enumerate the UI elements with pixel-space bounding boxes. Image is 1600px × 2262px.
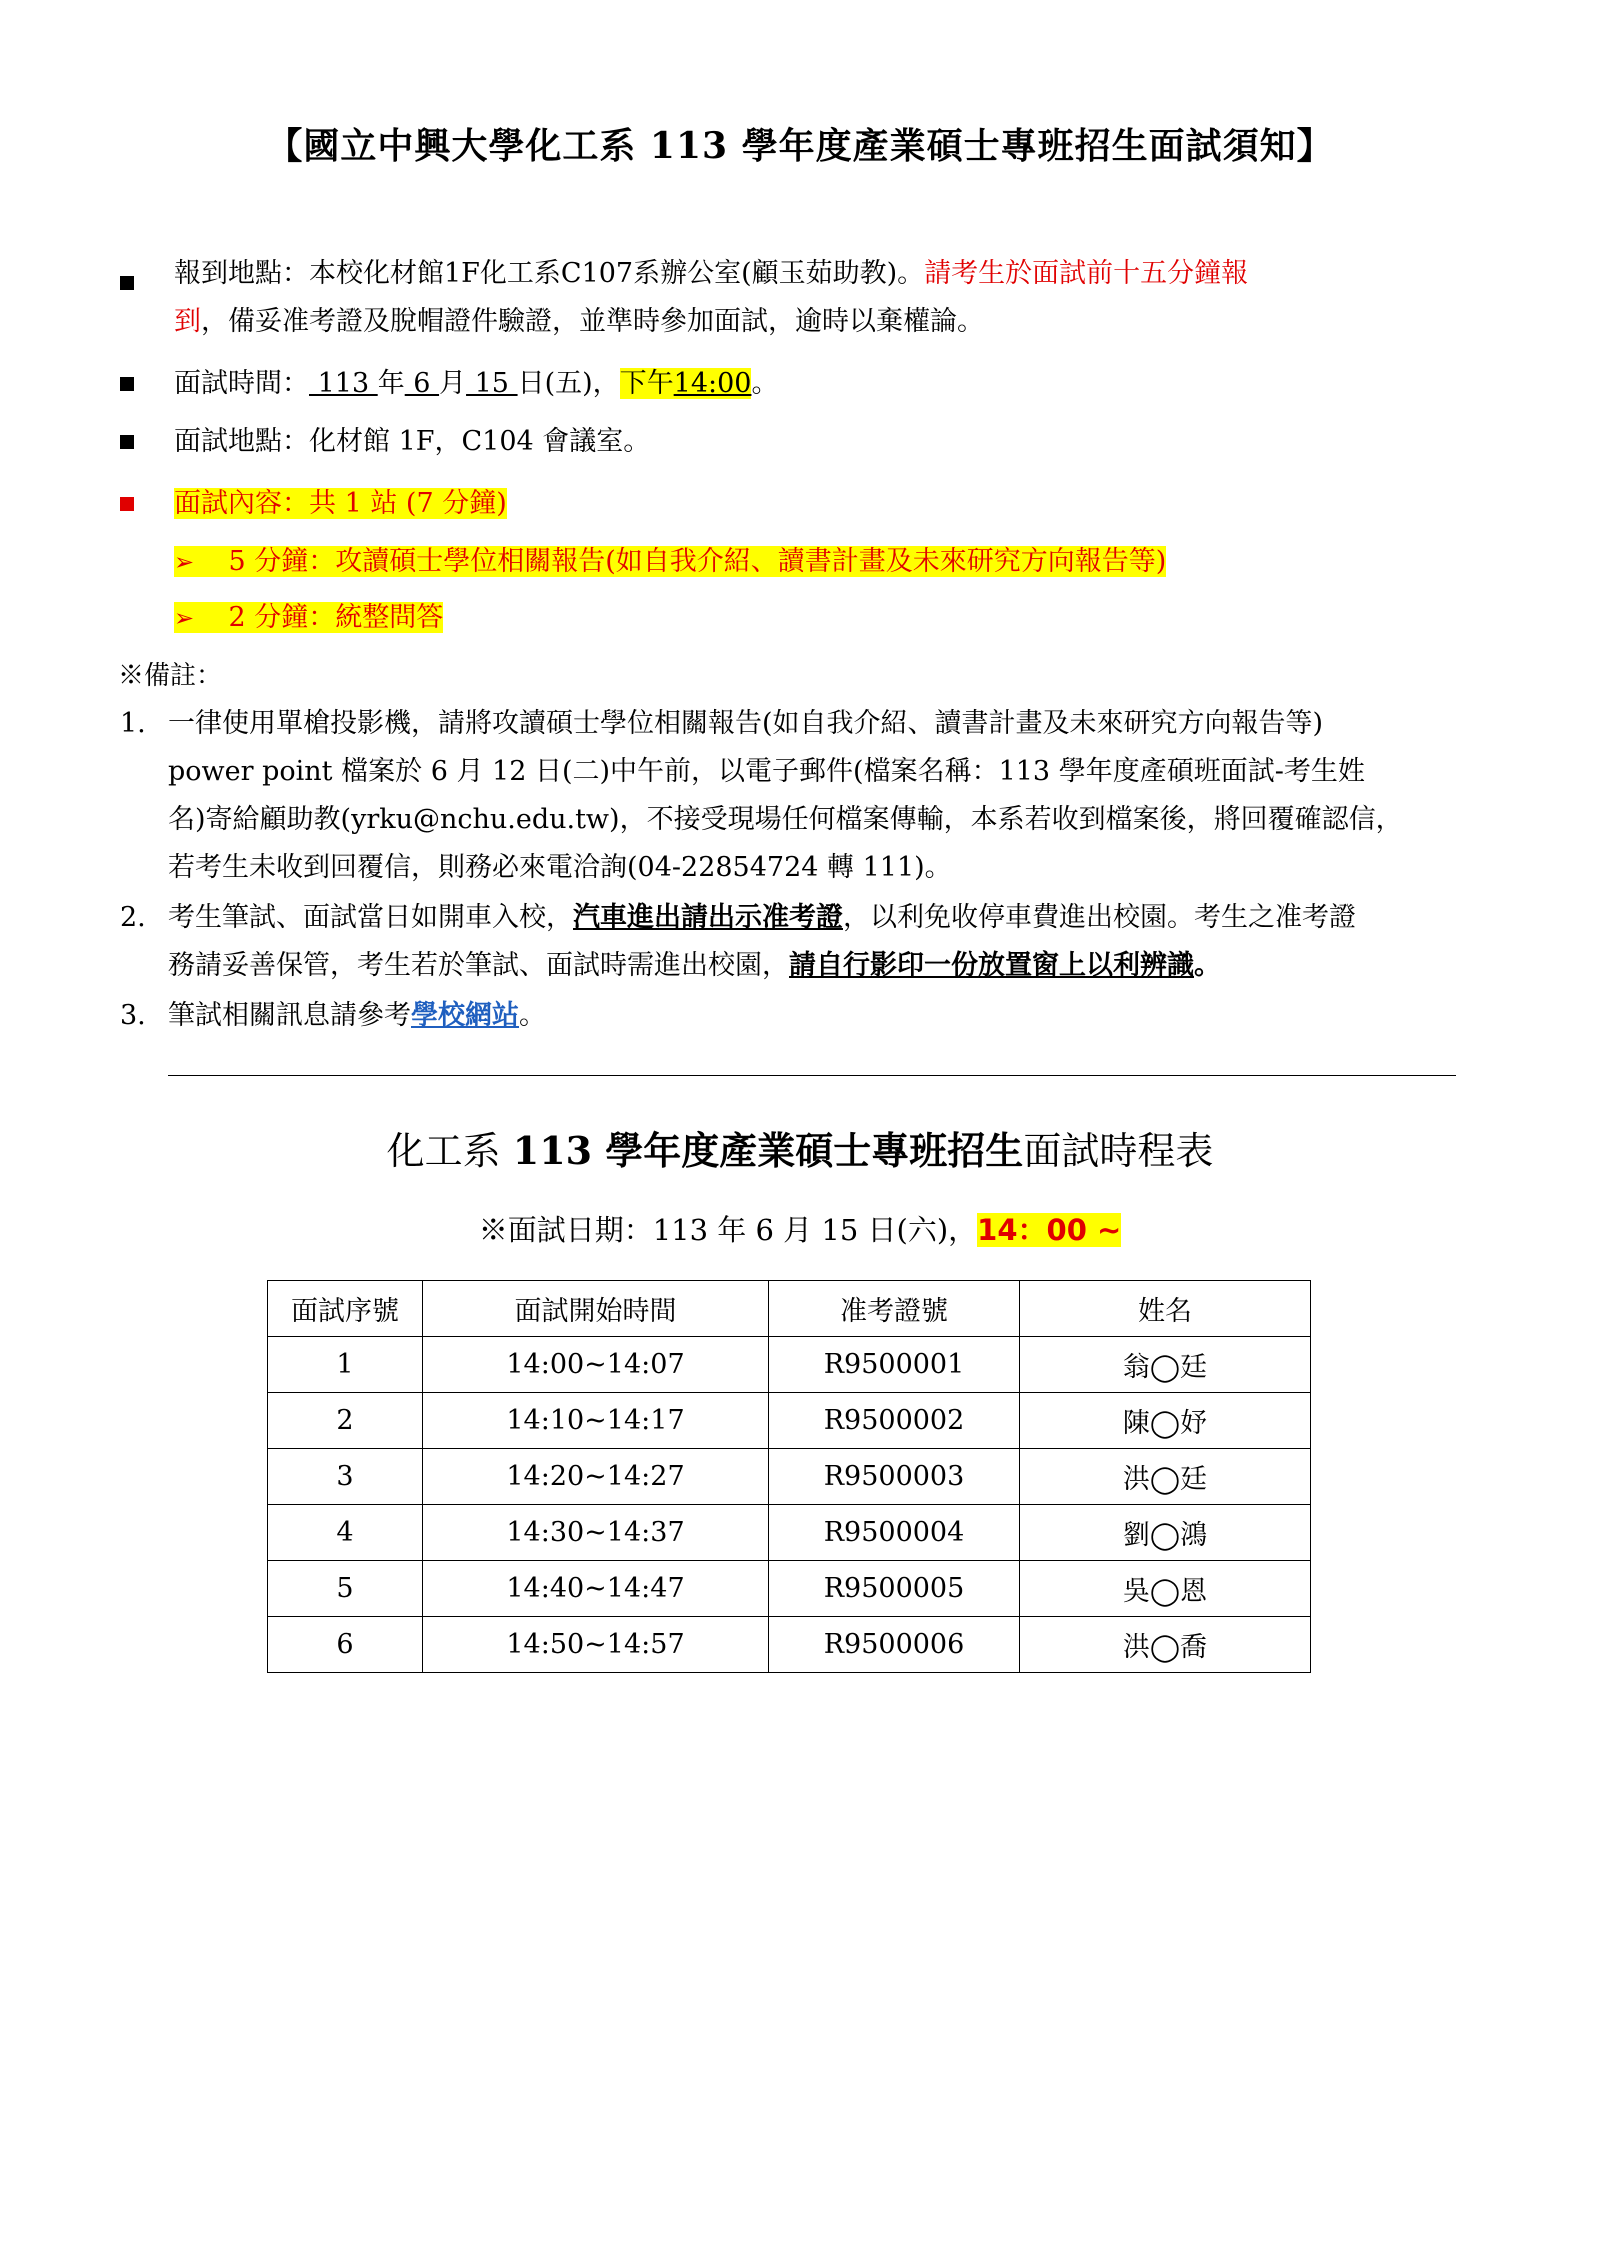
table-row [268,1337,1311,1393]
interview-content-sub-1 [174,538,1166,586]
cell-name: 陳◯妤 [1020,1393,1311,1449]
note-1-number: 1. [120,708,146,739]
arrow-icon: ➢ [174,548,195,576]
report-location-text-2: ，備妥准考證及脫帽證件驗證，並準時參加面試，逾時以棄權論。 [201,306,984,337]
cell-seq: 2 [268,1393,423,1449]
interview-period: 下午 [619,368,674,399]
schedule-date-label: ※面試日期：113 年 6 月 15 日(六)， [478,1213,978,1247]
interview-month: 6 [404,368,440,399]
report-location-warning: 請考生於面試前十五分鐘報 [924,258,1249,289]
schedule-date-time: 14：00 ~ [977,1213,1122,1247]
cell-exam-id: R9500002 [769,1393,1020,1449]
note-1-line-3: 名)寄給顧助教(yrku@nchu.edu.tw)，不接受現場任何檔案傳輸，本系若收到檔案後，將回覆確認信， [168,804,1403,835]
interview-place-text: 化材館 1F，C104 會議室。 [309,426,651,457]
schedule-title-a: 化工系 [386,1129,513,1173]
cell-name: 吳◯恩 [1020,1561,1311,1617]
arrow-icon: ➢ [174,604,195,632]
cell-time: 14:10~14:17 [423,1393,769,1449]
cell-time: 14:30~14:37 [423,1505,769,1561]
table-row [268,1505,1311,1561]
cell-seq: 6 [268,1617,423,1673]
interview-content-line [174,480,507,528]
note-2-text-c: ，以利免收停車費進出校園。考生之准考證 [843,902,1356,933]
interview-place-line [174,418,650,466]
cell-time: 14:00~14:07 [423,1337,769,1393]
cell-time: 14:40~14:47 [423,1561,769,1617]
report-location-line-1 [174,250,1248,298]
note-3-end: 。 [519,1000,546,1031]
table-row [268,1449,1311,1505]
interview-year: 113 [309,368,378,399]
schedule-table [267,1280,1311,1673]
bullet-icon [120,434,134,453]
interview-content-label: 面試內容：共 1 站 (7 分鐘) [174,488,507,519]
note-2-emphasis-1: 汽車進出請出示准考證 [573,902,843,933]
cell-exam-id: R9500001 [769,1337,1020,1393]
bullet-red-icon [120,496,134,515]
note-2-line-1 [168,894,1356,942]
cell-name: 洪◯喬 [1020,1617,1311,1673]
note-2-emphasis-2: 請自行影印一份放置窗上以利辨識 [789,950,1194,981]
note-3-number: 3. [120,1000,146,1031]
cell-exam-id: R9500003 [769,1449,1020,1505]
report-location-label: 報到地點： [174,258,309,289]
report-location-line-2 [174,298,984,346]
bullet-icon [120,275,134,294]
cell-exam-id: R9500004 [769,1505,1020,1561]
schedule-date-line [0,1208,1600,1249]
cell-name: 翁◯廷 [1020,1337,1311,1393]
table-header-row [268,1281,1311,1337]
cell-exam-id: R9500005 [769,1561,1020,1617]
note-3-text: 筆試相關訊息請參考 [168,1000,411,1031]
note-1-line-4: 若考生未收到回覆信，則務必來電洽詢(04-22854724 轉 111)。 [168,852,952,883]
cell-seq: 1 [268,1337,423,1393]
page-title: 【國立中興大學化工系 113 學年度產業碩士專班招生面試須知】 [266,125,1334,167]
schedule-title [0,1120,1600,1175]
cell-seq: 3 [268,1449,423,1505]
cell-time: 14:50~14:57 [423,1617,769,1673]
interview-time-end: 。 [751,368,779,399]
interview-place-label: 面試地點： [174,426,309,457]
note-2-line-2 [168,942,1221,990]
header-start-time: 面試開始時間 [423,1281,769,1337]
header-name: 姓名 [1020,1281,1311,1337]
note-2-number: 2. [120,902,146,933]
interview-time-line [174,360,778,408]
divider [168,1075,1456,1076]
interview-clock: 14:00 [673,368,752,399]
cell-seq: 4 [268,1505,423,1561]
interview-content-sub-1-text: 5 分鐘：攻讀碩士學位相關報告(如自我介紹、讀書計畫及未來研究方向報告等) [228,546,1167,577]
interview-day-unit: 日(五)， [517,368,620,399]
cell-name: 洪◯廷 [1020,1449,1311,1505]
cell-exam-id: R9500006 [769,1617,1020,1673]
header-seq: 面試序號 [268,1281,423,1337]
table-row [268,1393,1311,1449]
schedule-title-c: 面試時程表 [1023,1129,1214,1173]
cell-time: 14:20~14:27 [423,1449,769,1505]
note-2-text-a: 考生筆試、面試當日如開車入校， [168,902,573,933]
note-2-text-d: 務請妥善保管，考生若於筆試、面試時需進出校園， [168,950,789,981]
header-exam-id: 准考證號 [769,1281,1020,1337]
bullet-icon [120,376,134,395]
interview-year-unit: 年 [377,368,405,399]
schedule-title-b: 113 學年度產業碩士專班招生 [512,1128,1024,1173]
cell-name: 劉◯鴻 [1020,1505,1311,1561]
interview-time-label: 面試時間： [174,368,309,399]
interview-content-sub-2 [174,594,443,642]
cell-seq: 5 [268,1561,423,1617]
note-1-line-2: power point 檔案於 6 月 12 日(二)中午前，以電子郵件(檔案名稱：113 學年度產碩班面試-考生姓 [168,756,1365,787]
interview-content-sub-2-text: 2 分鐘：統整問答 [228,602,444,633]
note-1-line-1: 一律使用單槍投影機，請將攻讀碩士學位相關報告(如自我介紹、讀書計畫及未來研究方向報告等) [168,708,1324,739]
report-location-text: 本校化材館1F化工系C107系辦公室(顧玉茹助教)。 [309,258,925,289]
table-row [268,1561,1311,1617]
report-location-warning-end: 到 [174,306,201,337]
note-2-text-end: 。 [1194,950,1221,981]
remarks-heading: ※備註： [118,661,223,691]
table-row [268,1617,1311,1673]
note-3-line [168,992,546,1040]
interview-day: 15 [466,368,518,399]
school-website-link[interactable]: 學校網站 [411,1000,519,1031]
interview-month-unit: 月 [439,368,467,399]
